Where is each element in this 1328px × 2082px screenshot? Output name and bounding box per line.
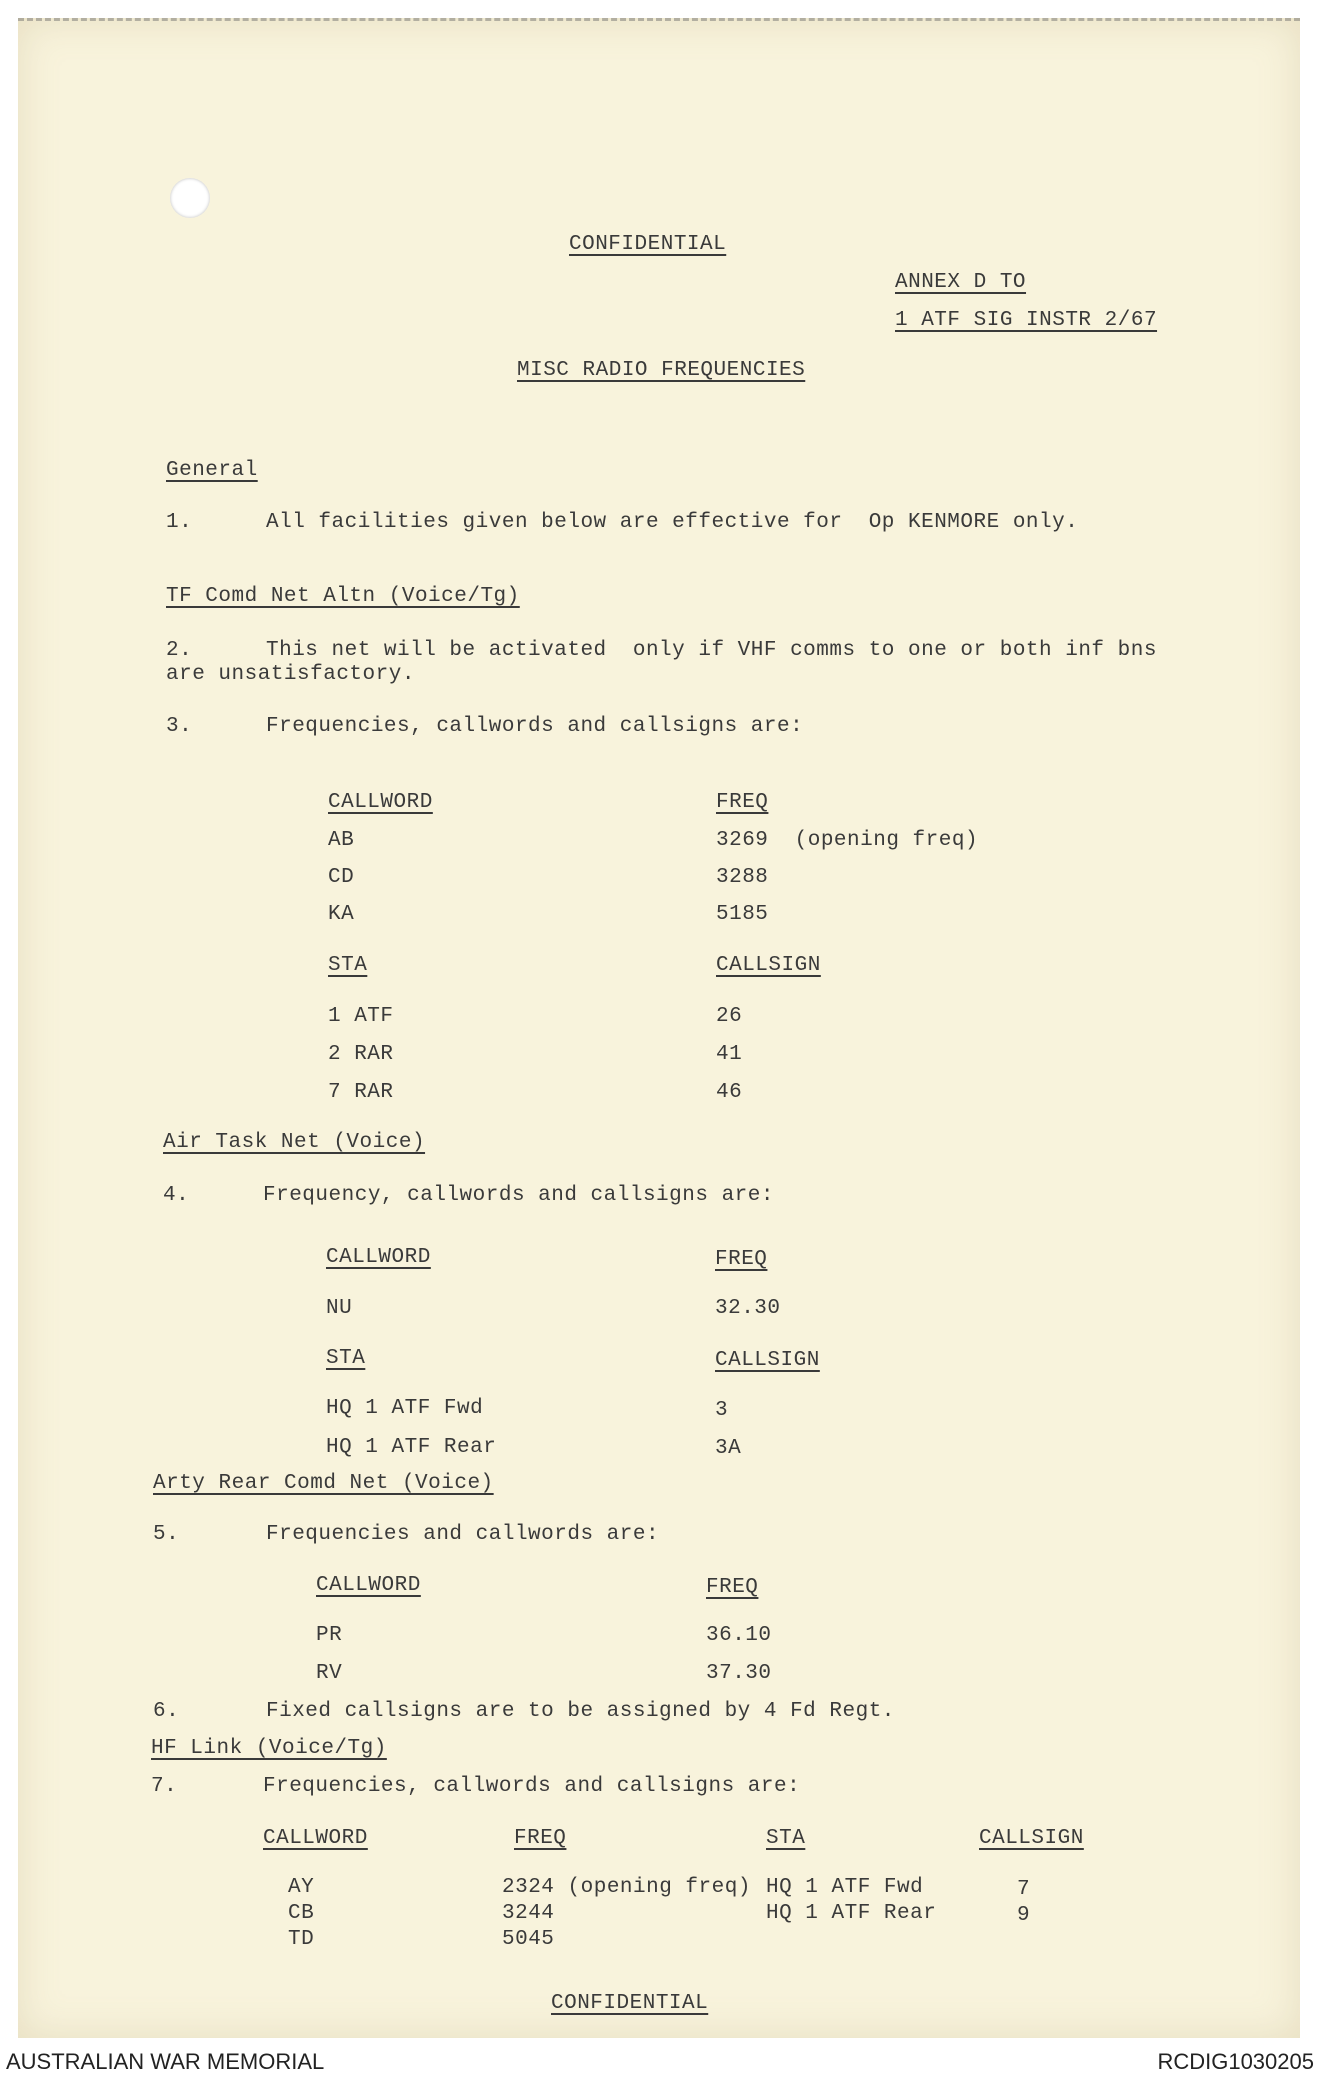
source-label: AUSTRALIAN WAR MEMORIAL — [6, 2049, 325, 2074]
sta-cell: 2 RAR — [328, 1043, 394, 1066]
para-1-text: All facilities given below are effective for Op KENMORE only. — [266, 511, 1079, 534]
freq-cell: 5045 — [502, 1928, 555, 1951]
freq-cell: 3288 — [716, 866, 769, 889]
callword-cell: AB — [328, 829, 355, 852]
callword-cell: TD — [288, 1928, 315, 1951]
callword-header: CALLWORD — [328, 791, 433, 814]
callsign-cell: 26 — [716, 1005, 743, 1028]
punch-hole — [170, 178, 210, 218]
page-title: MISC RADIO FREQUENCIES — [517, 359, 806, 382]
callword-cell: PR — [316, 1624, 343, 1647]
callword-cell: AY — [288, 1876, 315, 1899]
sta-header: STA — [766, 1827, 806, 1850]
callsign-header: CALLSIGN — [715, 1349, 820, 1372]
freq-cell: 32.30 — [715, 1297, 781, 1320]
para-3-text: Frequencies, callwords and callsigns are: — [266, 715, 804, 738]
hf-link-heading: HF Link (Voice/Tg) — [151, 1737, 387, 1760]
freq-cell: 3244 — [502, 1902, 555, 1925]
freq-cell: 36.10 — [706, 1624, 772, 1647]
freq-header: FREQ — [716, 791, 769, 814]
sta-header: STA — [326, 1347, 366, 1370]
annex-label: ANNEX D TO — [895, 271, 1027, 294]
para-4-number: 4. — [163, 1184, 190, 1207]
callword-cell: KA — [328, 903, 355, 926]
freq-cell: 2324 (opening freq) — [502, 1876, 751, 1899]
classification-bottom: CONFIDENTIAL — [551, 1992, 709, 2015]
catalog-number: RCDIG1030205 — [1157, 2049, 1314, 2074]
freq-cell: 3269 (opening freq) — [716, 829, 979, 852]
sta-cell: 1 ATF — [328, 1005, 394, 1028]
para-4-text: Frequency, callwords and callsigns are: — [263, 1184, 774, 1207]
callsign-cell: 41 — [716, 1043, 743, 1066]
freq-cell: 5185 — [716, 903, 769, 926]
general-heading: General — [166, 459, 258, 482]
para-7-number: 7. — [151, 1775, 178, 1798]
callsign-cell: 9 — [1017, 1904, 1031, 1927]
para-1-number: 1. — [166, 511, 193, 534]
callword-cell: NU — [326, 1297, 353, 1320]
air-task-net-heading: Air Task Net (Voice) — [163, 1131, 426, 1154]
callsign-header: CALLSIGN — [716, 954, 821, 977]
freq-cell: 37.30 — [706, 1662, 772, 1685]
para-5-text: Frequencies and callwords are: — [266, 1523, 660, 1546]
para-2-number: 2. — [166, 639, 193, 662]
para-2-line-2: are unsatisfactory. — [166, 663, 415, 686]
para-6-text: Fixed callsigns are to be assigned by 4 Fd Regt. — [266, 1700, 895, 1723]
sta-cell: HQ 1 ATF Fwd — [766, 1876, 924, 1899]
callword-header: CALLWORD — [326, 1246, 431, 1269]
callsign-cell: 3A — [715, 1437, 742, 1460]
callword-cell: RV — [316, 1662, 343, 1685]
freq-header: FREQ — [706, 1576, 759, 1599]
para-7-text: Frequencies, callwords and callsigns are: — [263, 1775, 801, 1798]
sta-header: STA — [328, 954, 368, 977]
sta-cell: HQ 1 ATF Rear — [326, 1436, 497, 1459]
callsign-header: CALLSIGN — [979, 1827, 1084, 1850]
para-5-number: 5. — [153, 1523, 180, 1546]
callsign-cell: 3 — [715, 1399, 729, 1422]
callword-header: CALLWORD — [316, 1574, 421, 1597]
torn-top-edge — [18, 18, 1300, 61]
tf-comd-net-heading: TF Comd Net Altn (Voice/Tg) — [166, 585, 520, 608]
sta-cell: HQ 1 ATF Rear — [766, 1902, 937, 1925]
callsign-cell: 7 — [1017, 1878, 1031, 1901]
para-6-number: 6. — [153, 1700, 180, 1723]
callword-header: CALLWORD — [263, 1827, 368, 1850]
sta-cell: 7 RAR — [328, 1081, 394, 1104]
sta-cell: HQ 1 ATF Fwd — [326, 1397, 484, 1420]
classification-top: CONFIDENTIAL — [569, 233, 727, 256]
freq-header: FREQ — [715, 1248, 768, 1271]
freq-header: FREQ — [514, 1827, 567, 1850]
callsign-cell: 46 — [716, 1081, 743, 1104]
callword-cell: CD — [328, 866, 355, 889]
arty-rear-net-heading: Arty Rear Comd Net (Voice) — [153, 1472, 494, 1495]
reference-label: 1 ATF SIG INSTR 2/67 — [895, 309, 1158, 332]
para-2-line-1: This net will be activated only if VHF comms to one or both inf bns — [266, 639, 1157, 662]
para-3-number: 3. — [166, 715, 193, 738]
callword-cell: CB — [288, 1902, 315, 1925]
